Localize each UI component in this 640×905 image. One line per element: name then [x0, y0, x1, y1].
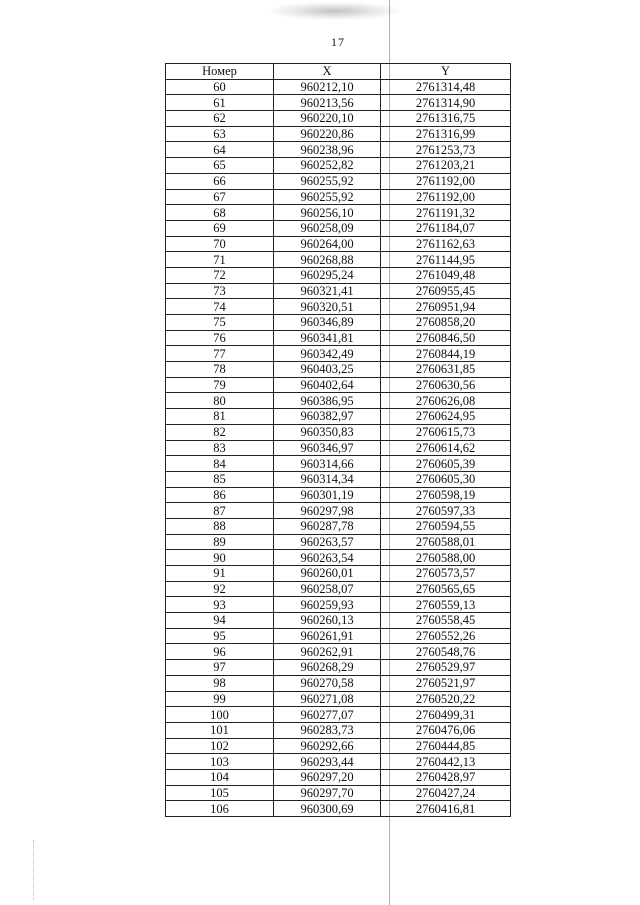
cell-x: 960283,73	[274, 722, 381, 738]
cell-number: 94	[166, 613, 274, 629]
cell-y: 2760846,50	[381, 330, 511, 346]
cell-x: 960213,56	[274, 95, 381, 111]
table-row	[166, 189, 511, 205]
cell-y: 2761191,32	[381, 205, 511, 221]
cell-y: 2760520,22	[381, 691, 511, 707]
cell-number: 100	[166, 707, 274, 723]
cell-x: 960264,00	[274, 236, 381, 252]
table-row	[166, 315, 511, 331]
cell-x: 960297,70	[274, 785, 381, 801]
cell-y: 2760631,85	[381, 362, 511, 378]
cell-y: 2761184,07	[381, 220, 511, 236]
table-row	[166, 409, 511, 425]
column-header-x: X	[274, 64, 381, 80]
cell-x: 960350,83	[274, 424, 381, 440]
table-row	[166, 518, 511, 534]
cell-number: 64	[166, 142, 274, 158]
cell-x: 960297,98	[274, 503, 381, 519]
table-row	[166, 769, 511, 785]
cell-x: 960258,09	[274, 220, 381, 236]
cell-number: 84	[166, 456, 274, 472]
cell-number: 102	[166, 738, 274, 754]
table-row	[166, 550, 511, 566]
cell-number: 90	[166, 550, 274, 566]
cell-x: 960256,10	[274, 205, 381, 221]
cell-number: 87	[166, 503, 274, 519]
cell-number: 76	[166, 330, 274, 346]
cell-x: 960301,19	[274, 487, 381, 503]
table-row	[166, 252, 511, 268]
cell-number: 81	[166, 409, 274, 425]
cell-number: 92	[166, 581, 274, 597]
cell-y: 2760444,85	[381, 738, 511, 754]
cell-y: 2761203,21	[381, 158, 511, 174]
cell-number: 73	[166, 283, 274, 299]
cell-x: 960268,88	[274, 252, 381, 268]
cell-number: 68	[166, 205, 274, 221]
cell-y: 2761162,63	[381, 236, 511, 252]
cell-y: 2760416,81	[381, 801, 511, 817]
cell-y: 2761314,48	[381, 79, 511, 95]
table-row	[166, 675, 511, 691]
cell-y: 2760588,00	[381, 550, 511, 566]
cell-x: 960403,25	[274, 362, 381, 378]
cell-number: 69	[166, 220, 274, 236]
cell-x: 960346,97	[274, 440, 381, 456]
cell-y: 2760630,56	[381, 377, 511, 393]
cell-number: 63	[166, 126, 274, 142]
cell-number: 78	[166, 362, 274, 378]
table-row	[166, 738, 511, 754]
table-row	[166, 220, 511, 236]
cell-x: 960258,07	[274, 581, 381, 597]
table-row	[166, 424, 511, 440]
cell-number: 83	[166, 440, 274, 456]
cell-y: 2760565,65	[381, 581, 511, 597]
table-row	[166, 534, 511, 550]
cell-y: 2760594,55	[381, 518, 511, 534]
cell-y: 2760858,20	[381, 315, 511, 331]
cell-number: 79	[166, 377, 274, 393]
table-row	[166, 644, 511, 660]
column-header-y: Y	[381, 64, 511, 80]
cell-y: 2760626,08	[381, 393, 511, 409]
table-row	[166, 566, 511, 582]
table-row	[166, 205, 511, 221]
cell-number: 85	[166, 471, 274, 487]
cell-x: 960342,49	[274, 346, 381, 362]
cell-y: 2760598,19	[381, 487, 511, 503]
cell-x: 960262,91	[274, 644, 381, 660]
table-row	[166, 487, 511, 503]
table-row	[166, 722, 511, 738]
cell-x: 960277,07	[274, 707, 381, 723]
cell-y: 2760559,13	[381, 597, 511, 613]
cell-y: 2761316,75	[381, 111, 511, 127]
cell-number: 88	[166, 518, 274, 534]
cell-x: 960386,95	[274, 393, 381, 409]
table-row	[166, 440, 511, 456]
cell-y: 2760588,01	[381, 534, 511, 550]
cell-x: 960212,10	[274, 79, 381, 95]
cell-number: 75	[166, 315, 274, 331]
cell-number: 62	[166, 111, 274, 127]
table-row	[166, 236, 511, 252]
cell-x: 960320,51	[274, 299, 381, 315]
table-row	[166, 628, 511, 644]
cell-x: 960270,58	[274, 675, 381, 691]
table-row	[166, 801, 511, 817]
cell-number: 91	[166, 566, 274, 582]
cell-number: 99	[166, 691, 274, 707]
table-row	[166, 785, 511, 801]
table-row	[166, 393, 511, 409]
cell-number: 93	[166, 597, 274, 613]
table-row	[166, 581, 511, 597]
cell-number: 101	[166, 722, 274, 738]
cell-y: 2760427,24	[381, 785, 511, 801]
table-row	[166, 299, 511, 315]
table-header-row	[166, 64, 511, 80]
cell-number: 96	[166, 644, 274, 660]
table-row	[166, 173, 511, 189]
table-row	[166, 597, 511, 613]
table-row	[166, 754, 511, 770]
cell-number: 77	[166, 346, 274, 362]
cell-x: 960292,66	[274, 738, 381, 754]
cell-y: 2760476,06	[381, 722, 511, 738]
cell-y: 2760428,97	[381, 769, 511, 785]
cell-number: 98	[166, 675, 274, 691]
cell-y: 2760548,76	[381, 644, 511, 660]
margin-mark	[33, 840, 36, 900]
table-row	[166, 471, 511, 487]
cell-number: 71	[166, 252, 274, 268]
table-row	[166, 362, 511, 378]
cell-x: 960252,82	[274, 158, 381, 174]
cell-x: 960297,20	[274, 769, 381, 785]
cell-y: 2760521,97	[381, 675, 511, 691]
cell-y: 2760615,73	[381, 424, 511, 440]
cell-x: 960220,10	[274, 111, 381, 127]
page-number: 17	[331, 35, 345, 49]
cell-y: 2760597,33	[381, 503, 511, 519]
cell-x: 960220,86	[274, 126, 381, 142]
cell-number: 66	[166, 173, 274, 189]
cell-number: 97	[166, 660, 274, 676]
cell-number: 61	[166, 95, 274, 111]
cell-x: 960259,93	[274, 597, 381, 613]
cell-y: 2760614,62	[381, 440, 511, 456]
cell-y: 2760529,97	[381, 660, 511, 676]
cell-number: 65	[166, 158, 274, 174]
cell-x: 960255,92	[274, 173, 381, 189]
cell-y: 2760558,45	[381, 613, 511, 629]
cell-y: 2761192,00	[381, 173, 511, 189]
cell-y: 2760605,39	[381, 456, 511, 472]
cell-y: 2760442,13	[381, 754, 511, 770]
cell-x: 960314,66	[274, 456, 381, 472]
cell-x: 960263,54	[274, 550, 381, 566]
cell-x: 960300,69	[274, 801, 381, 817]
table-row	[166, 267, 511, 283]
cell-number: 86	[166, 487, 274, 503]
table-row	[166, 346, 511, 362]
cell-x: 960382,97	[274, 409, 381, 425]
cell-number: 105	[166, 785, 274, 801]
cell-number: 67	[166, 189, 274, 205]
cell-x: 960271,08	[274, 691, 381, 707]
table-row	[166, 613, 511, 629]
table-row	[166, 142, 511, 158]
cell-y: 2761316,99	[381, 126, 511, 142]
cell-number: 89	[166, 534, 274, 550]
cell-y: 2761049,48	[381, 267, 511, 283]
cell-y: 2761253,73	[381, 142, 511, 158]
cell-y: 2760499,31	[381, 707, 511, 723]
table-row	[166, 95, 511, 111]
cell-x: 960268,29	[274, 660, 381, 676]
cell-number: 80	[166, 393, 274, 409]
cell-x: 960321,41	[274, 283, 381, 299]
table-row	[166, 503, 511, 519]
cell-number: 70	[166, 236, 274, 252]
cell-number: 103	[166, 754, 274, 770]
cell-y: 2760605,30	[381, 471, 511, 487]
cell-y: 2761144,95	[381, 252, 511, 268]
cell-x: 960260,13	[274, 613, 381, 629]
column-header-number: Номер	[166, 64, 274, 80]
cell-y: 2761314,90	[381, 95, 511, 111]
cell-y: 2761192,00	[381, 189, 511, 205]
cell-x: 960293,44	[274, 754, 381, 770]
table-row	[166, 377, 511, 393]
cell-number: 74	[166, 299, 274, 315]
cell-x: 960255,92	[274, 189, 381, 205]
cell-number: 95	[166, 628, 274, 644]
table-row	[166, 126, 511, 142]
cell-x: 960346,89	[274, 315, 381, 331]
coordinates-table	[165, 63, 511, 817]
cell-y: 2760955,45	[381, 283, 511, 299]
cell-number: 82	[166, 424, 274, 440]
table-row	[166, 707, 511, 723]
cell-number: 104	[166, 769, 274, 785]
cell-y: 2760844,19	[381, 346, 511, 362]
table-row	[166, 158, 511, 174]
cell-x: 960263,57	[274, 534, 381, 550]
table-row	[166, 660, 511, 676]
cell-x: 960314,34	[274, 471, 381, 487]
cell-number: 60	[166, 79, 274, 95]
cell-y: 2760624,95	[381, 409, 511, 425]
cell-x: 960402,64	[274, 377, 381, 393]
cell-x: 960287,78	[274, 518, 381, 534]
table-row	[166, 330, 511, 346]
table-row	[166, 111, 511, 127]
cell-x: 960341,81	[274, 330, 381, 346]
cell-number: 72	[166, 267, 274, 283]
cell-number: 106	[166, 801, 274, 817]
scan-artifact	[270, 2, 400, 20]
cell-y: 2760951,94	[381, 299, 511, 315]
table-row	[166, 79, 511, 95]
cell-x: 960261,91	[274, 628, 381, 644]
cell-y: 2760552,26	[381, 628, 511, 644]
table-row	[166, 691, 511, 707]
cell-x: 960295,24	[274, 267, 381, 283]
cell-x: 960260,01	[274, 566, 381, 582]
cell-y: 2760573,57	[381, 566, 511, 582]
cell-x: 960238,96	[274, 142, 381, 158]
table-row	[166, 283, 511, 299]
table-row	[166, 456, 511, 472]
